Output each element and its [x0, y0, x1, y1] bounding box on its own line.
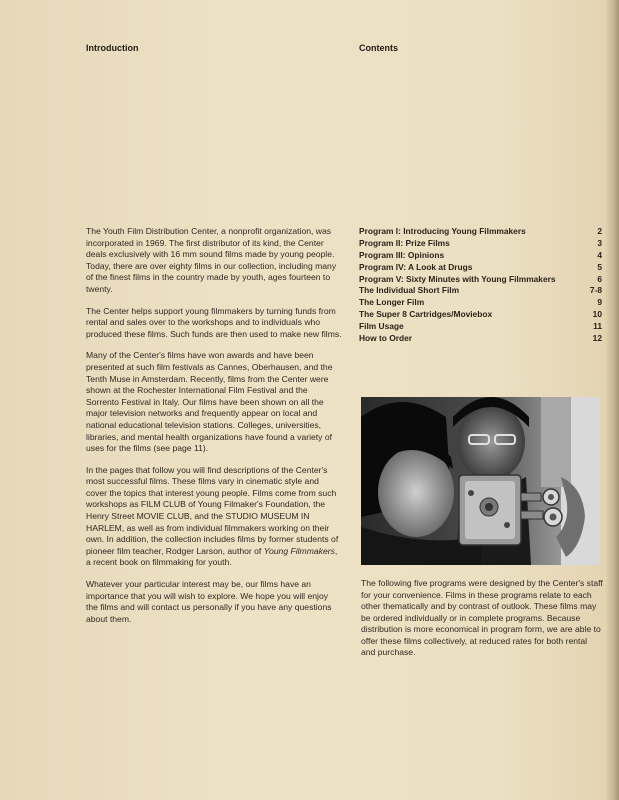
intro-p4-text-b: , a recent book on filmmaking for youth. — [86, 545, 338, 568]
introduction-text — [86, 226, 342, 635]
photo-illustration — [361, 397, 600, 565]
toc-title: The Super 8 Cartridges/Moviebox — [359, 309, 493, 320]
toc-entry — [359, 297, 602, 309]
programs-caption: The following five programs were designed by the Center's staff for your convenience. Films in these programs relate to each other thematically and by contrast of outlook. These films may be ordered individually or in complete programs. Because distribution is more economical in program form, we are able to offer these films collectively, at reduced rates for both rental and purchase. — [361, 578, 603, 657]
toc-entry — [359, 262, 602, 274]
toc-entry — [359, 309, 602, 321]
introduction-heading: Introduction — [86, 43, 139, 53]
filmmakers-photo — [361, 397, 600, 565]
toc-page-number: 9 — [597, 297, 602, 308]
toc-title: Film Usage — [359, 321, 404, 332]
toc-page-number: 12 — [592, 333, 602, 344]
toc-title: Program I: Introducing Young Filmmakers — [359, 226, 526, 236]
toc-page-number: 5 — [597, 261, 602, 272]
toc-page-number: 6 — [597, 273, 602, 284]
toc-page-number: 3 — [597, 237, 602, 248]
intro-paragraph-4 — [86, 465, 342, 569]
intro-paragraph-2: The Center helps support young filmmakers by turning funds from rental and sales over to the workshops and to individuals who produced these films. Such funds are then used to make new films. — [86, 305, 342, 339]
toc-title: The Longer Film — [359, 297, 425, 308]
toc-entry — [359, 238, 602, 250]
toc-entry — [359, 333, 602, 345]
contents-heading: Contents — [359, 43, 398, 53]
toc-entry — [359, 226, 602, 238]
page-edge-shadow — [605, 0, 619, 800]
toc-page-number: 7-8 — [589, 285, 602, 296]
toc-title: How to Order — [359, 333, 413, 344]
toc-page-number: 2 — [597, 226, 602, 236]
book-title: Young Filmmakers — [263, 545, 335, 556]
toc-entry — [359, 250, 602, 262]
intro-p4-text-a: In the pages that follow you will find descriptions of the Center's most successful films. These films vary in cinematic style and cover the topics that interest young people. Films come from such workshops as FILM CLUB of Young Filmaker's Foundation, the Henry Street MOVIE CLUB, and the STUDIO MUSEUM IN HARLEM, as well as from individual filmmakers working on their own. In addition, the collection includes films by former students of pioneer film teacher, Rodger Larson, author of — [86, 464, 339, 556]
toc-title: Program III: Opinions — [359, 249, 445, 260]
table-of-contents — [359, 226, 602, 345]
toc-title: Program II: Prize Films — [359, 237, 450, 248]
toc-entry — [359, 274, 602, 286]
intro-paragraph-1: The Youth Film Distribution Center, a nonprofit organization, was incorporated in 1969. The first distributor of its kind, the Center deals exclusively with 16 mm sound films made by young people. Today, there are over eighty films in our collection, including many of the finest films in the country made by youth, ages fourteen to twenty. — [86, 226, 337, 294]
toc-page-number: 11 — [593, 321, 602, 332]
intro-paragraph-3: Many of the Center's films have won awards and have been presented at such film festivals as Cannes, Oberhausen, and the Tenth Muse in Amsterdam. Recently, films from the Center were shown at the Rochester International Film Festival and the Sorrento Festival in Italy. Our films have been shown on all the major television networks and frequently appear on local and national educational television stations. Colleges, universities, libraries, and mental health organizations have found a variety of uses for the films (see page 11). — [86, 350, 333, 454]
toc-page-number: 4 — [597, 249, 602, 260]
toc-entry — [359, 285, 602, 297]
toc-entry — [359, 321, 602, 333]
toc-title: Program V: Sixty Minutes with Young Filmmakers — [359, 273, 556, 284]
toc-title: Program IV: A Look at Drugs — [359, 261, 473, 272]
toc-title: The Individual Short Film — [359, 285, 460, 296]
intro-paragraph-5: Whatever your particular interest may be, our films have an importance that you will wish to explore. We hope you will enjoy the films and will contact us personally if you have any questions about them. — [86, 579, 332, 624]
toc-page-number: 10 — [592, 309, 602, 320]
